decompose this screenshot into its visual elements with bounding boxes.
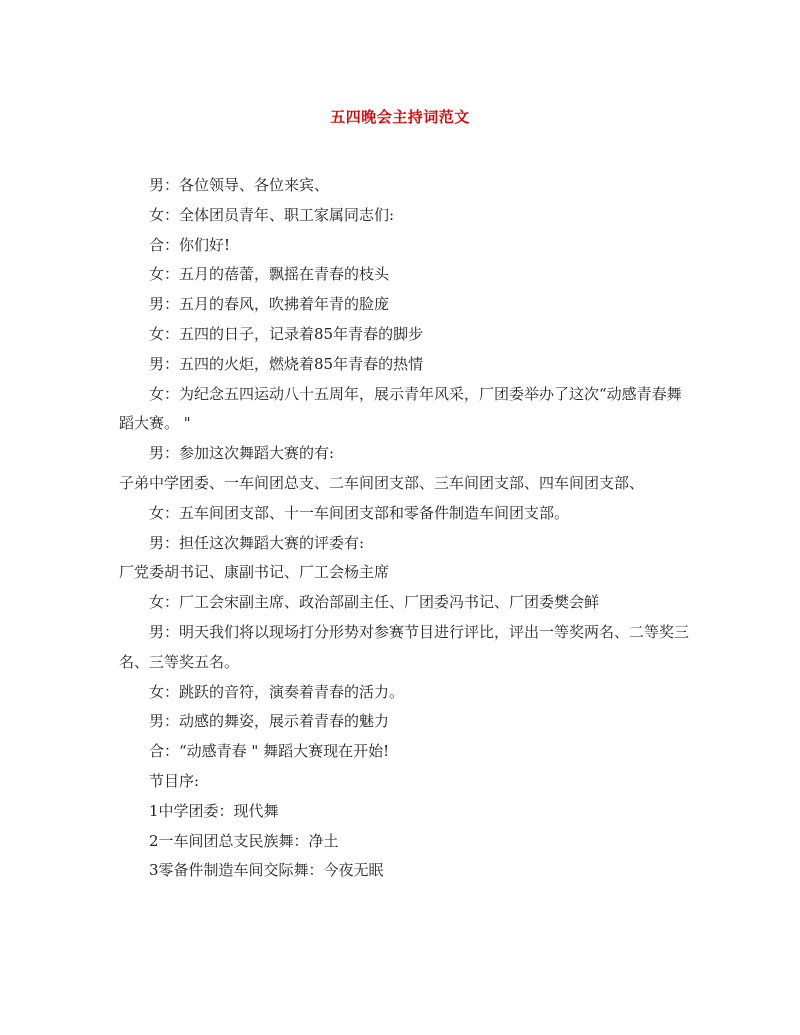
- paragraph-9: 男：参加这次舞蹈大赛的有:: [149, 444, 335, 463]
- paragraph-15: 男：明天我们将以现场打分形势对参赛节目进行评比，评出一等奖两名、二等奖三名、三等奖五名。: [119, 622, 690, 671]
- paragraph-8: 女：为纪念五四运动八十五周年，展示青年风采，厂团委举办了这次“动感青春舞蹈大赛。 ": [119, 384, 682, 433]
- paragraph-20: 1中学团委：现代舞: [149, 801, 279, 820]
- paragraph-19: 节目序:: [149, 771, 200, 790]
- paragraph-16: 女：跳跃的音符，演奏着青春的活力。: [149, 682, 405, 701]
- paragraph-21: 2一车间团总支民族舞：净土: [149, 831, 339, 850]
- paragraph-12: 男：担任这次舞蹈大赛的评委有:: [149, 533, 365, 552]
- paragraph-2: 女：全体团员青年、职工家属同志们:: [149, 205, 395, 224]
- paragraph-5: 男：五月的春风，吹拂着年青的脸庞: [149, 295, 390, 314]
- paragraph-7: 男：五四的火炬，燃烧着85年青春的热情: [149, 354, 424, 373]
- paragraph-3: 合：你们好!: [149, 235, 231, 254]
- paragraph-6: 女：五四的日子，记录着85年青春的脚步: [149, 324, 424, 343]
- document-body: [119, 171, 694, 886]
- paragraph-18: 合：“动感青春 " 舞蹈大赛现在开始!: [149, 742, 390, 761]
- paragraph-11: 女：五车间团支部、十一车间团支部和零备件制造车间团支部。: [149, 503, 570, 522]
- document-title: 五四晚会主持词范文: [330, 108, 470, 126]
- paragraph-22: 3零备件制造车间交际舞：今夜无眠: [149, 861, 384, 880]
- paragraph-17: 男：动感的舞姿，展示着青春的魅力: [149, 712, 390, 731]
- paragraph-4: 女：五月的蓓蕾，飘摇在青春的枝头: [149, 265, 390, 284]
- paragraph-1: 男：各位领导、各位来宾、: [149, 176, 330, 194]
- paragraph-13: 厂党委胡书记、康副书记、厂工会杨主席: [119, 563, 390, 582]
- paragraph-14: 女：厂工会宋副主席、政治部副主任、厂团委冯书记、厂团委樊会鲜: [149, 593, 600, 612]
- paragraph-10: 子弟中学团委、一车间团总支、二车间团支部、三车间团支部、四车间团支部、: [119, 473, 645, 492]
